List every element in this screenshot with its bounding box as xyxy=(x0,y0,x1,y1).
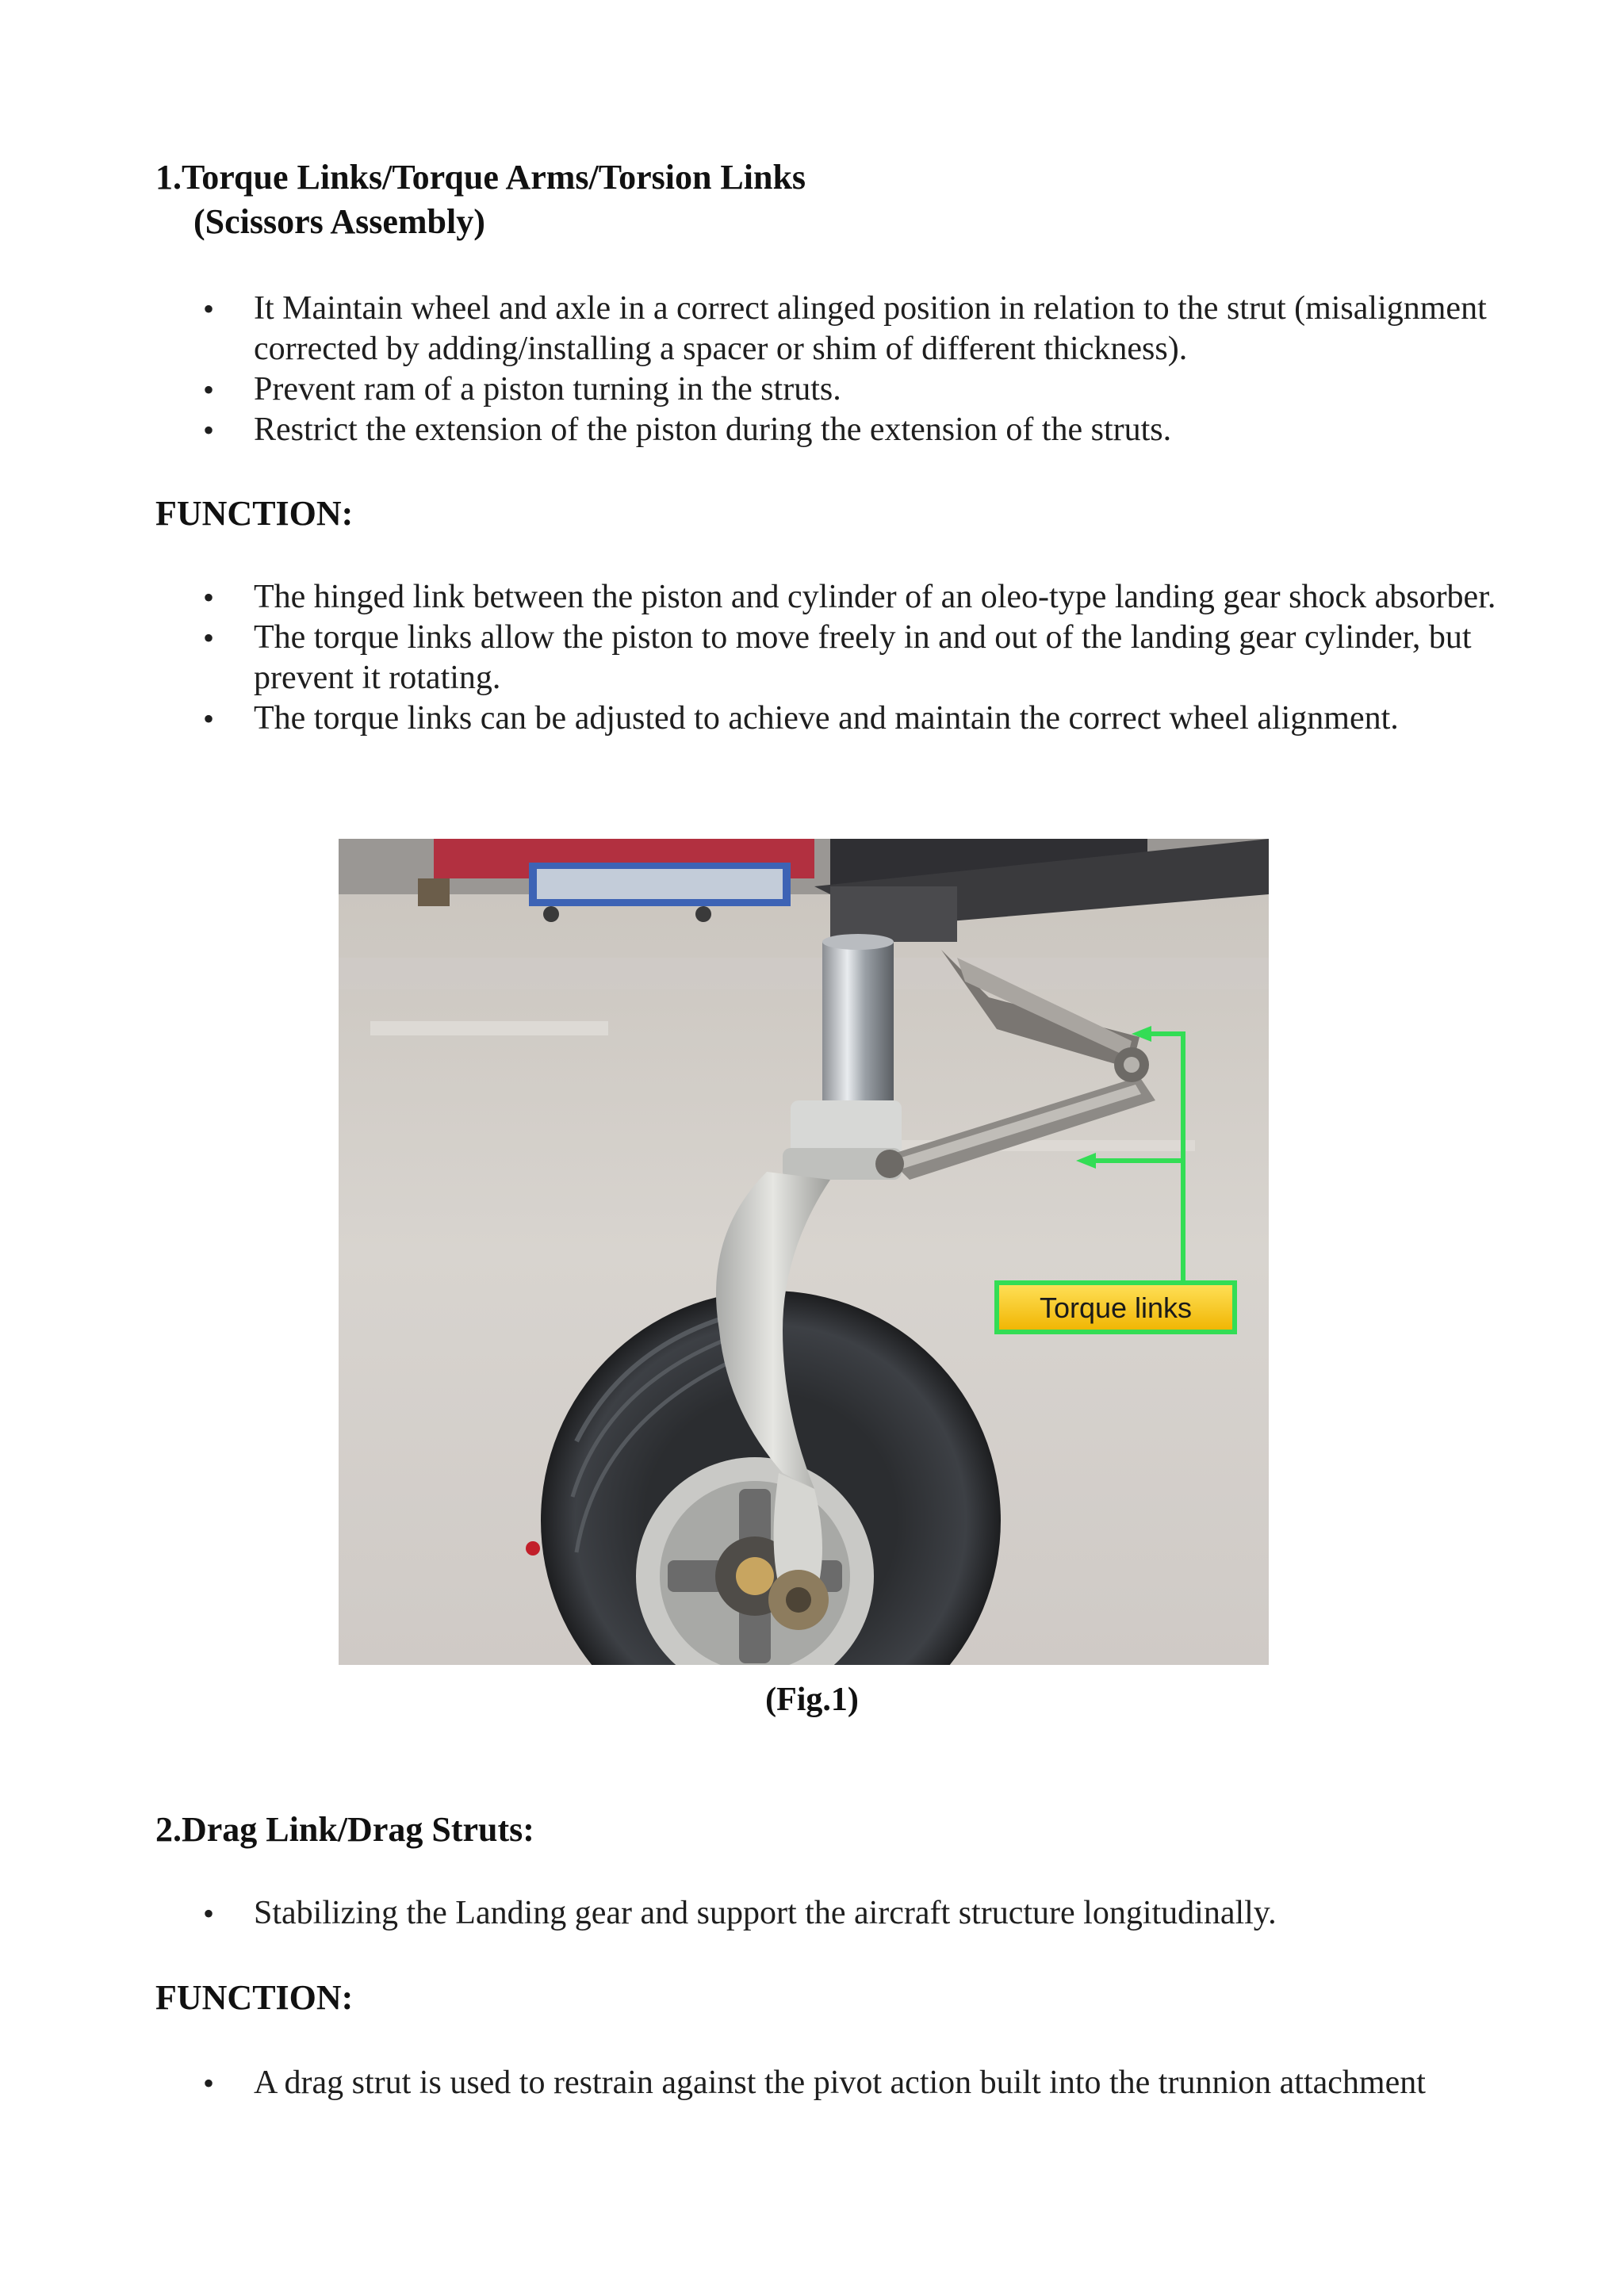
torque-links-callout-label: Torque links xyxy=(1039,1292,1193,1324)
section1-title xyxy=(155,155,806,244)
list-item: • The torque links can be adjusted to achieve and maintain the correct wheel alignment. xyxy=(198,698,1499,739)
list-item: • The torque links allow the piston to move freely in and out of the landing gear cylinder, but prevent it rotating. xyxy=(203,619,1472,696)
bullet-icon: • xyxy=(203,580,215,615)
section2-function-list xyxy=(198,2063,1499,2103)
list-item: • Restrict the extension of the piston during the extension of the struts. xyxy=(198,410,1499,450)
list-item: • Stabilizing the Landing gear and support the aircraft structure longitudinally. xyxy=(198,1893,1499,1934)
figure-caption: (Fig.1) xyxy=(765,1682,859,1718)
section1-function-list xyxy=(198,577,1499,739)
landing-gear-photo xyxy=(339,839,1269,1665)
bullet-icon: • xyxy=(203,2065,215,2101)
bullet-icon: • xyxy=(203,701,215,737)
section1-bullet-list xyxy=(198,289,1499,450)
bullet-icon: • xyxy=(203,620,215,656)
bullet-icon: • xyxy=(203,1896,215,1931)
bullet-icon: • xyxy=(203,291,215,327)
section2-function-heading: FUNCTION: xyxy=(155,1978,354,2017)
section1-title-line2: (Scissors Assembly) xyxy=(193,202,485,241)
list-item: • The hinged link between the piston and cylinder of an oleo-type landing gear shock absorber. xyxy=(198,577,1499,618)
section1-function-heading: FUNCTION: xyxy=(155,494,354,533)
section2-title: 2.Drag Link/Drag Struts: xyxy=(155,1810,534,1849)
bullet-icon: • xyxy=(203,412,215,448)
list-item: • A drag strut is used to restrain against the pivot action built into the trunnion attachment xyxy=(198,2063,1499,2103)
bullet-icon: • xyxy=(203,372,215,408)
section1-title-line1: 1.Torque Links/Torque Arms/Torsion Links xyxy=(155,158,806,197)
section2-bullet-list xyxy=(198,1893,1499,1934)
list-item: • It Maintain wheel and axle in a correct alinged position in relation to the strut (misalignment corrected by adding/installing a spacer or shim of different thickness). xyxy=(203,290,1487,367)
list-item: • Prevent ram of a piston turning in the struts. xyxy=(198,369,1499,410)
